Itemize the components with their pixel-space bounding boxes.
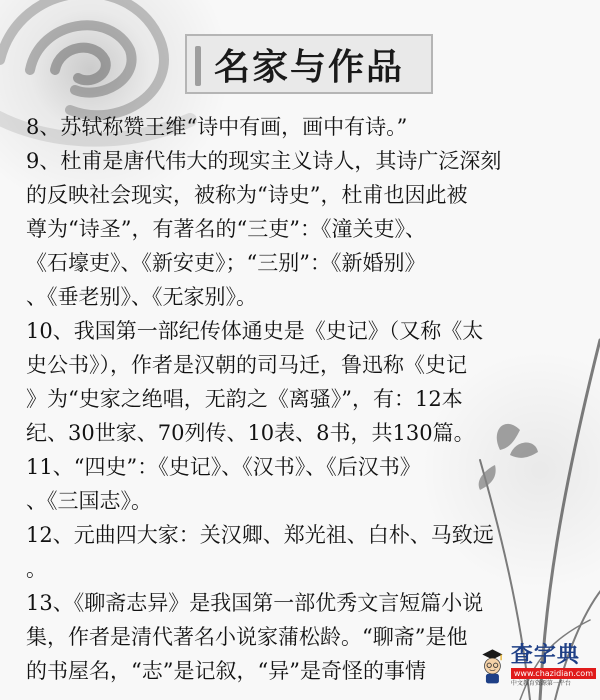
page-title: 名家与作品: [213, 45, 404, 88]
text-line: 尊为“诗圣”，有著名的“三吏”：《潼关吏》、: [26, 217, 426, 241]
logo-name: 查字典: [510, 643, 580, 668]
text-line: 集，作者是清代著名小说家蒲松龄。“聊斋”是他: [26, 625, 468, 649]
title-accent-bar: [195, 46, 201, 86]
text-line: 的书屋名，“志”是记叙，“异”是奇怪的事情: [26, 659, 426, 683]
site-logo[interactable]: [478, 638, 596, 694]
text-line: 11、“四史”：《史记》、《汉书》、《后汉书》: [26, 455, 421, 479]
text-line: 9、杜甫是唐代伟大的现实主义诗人，其诗广泛深刻: [26, 149, 502, 173]
text-line: 纪、30世家、70列传、10表、8书，共130篇。: [26, 421, 475, 445]
title-box: [185, 34, 433, 94]
mascot-icon: [478, 640, 507, 692]
text-line: 》为“史家之绝唱，无韵之《离骚》”，有：12本: [26, 387, 463, 411]
logo-url: www.chazidian.com: [511, 668, 596, 679]
text-line: 、《三国志》。: [26, 489, 152, 513]
text-line: 13、《聊斋志异》是我国第一部优秀文言短篇小说: [26, 591, 484, 615]
text-line: 8、苏轼称赞王维“诗中有画，画中有诗。”: [26, 115, 408, 139]
text-line: 10、我国第一部纪传体通史是《史记》（又称《太: [26, 319, 484, 343]
text-line: 史公书》），作者是汉朝的司马迁，鲁迅称《史记: [26, 353, 467, 377]
text-line: 。: [26, 557, 47, 581]
logo-tagline: 中文教育资源第一平台: [510, 680, 571, 687]
text-line: 的反映社会现实，被称为“诗史”，杜甫也因此被: [26, 183, 468, 207]
text-line: 、《垂老别》、《无家别》。: [26, 285, 257, 309]
text-line: 12、元曲四大家：关汉卿、郑光祖、白朴、马致远: [26, 523, 494, 547]
text-line: 《石壕吏》、《新安吏》；“三别”：《新婚别》: [26, 251, 426, 275]
